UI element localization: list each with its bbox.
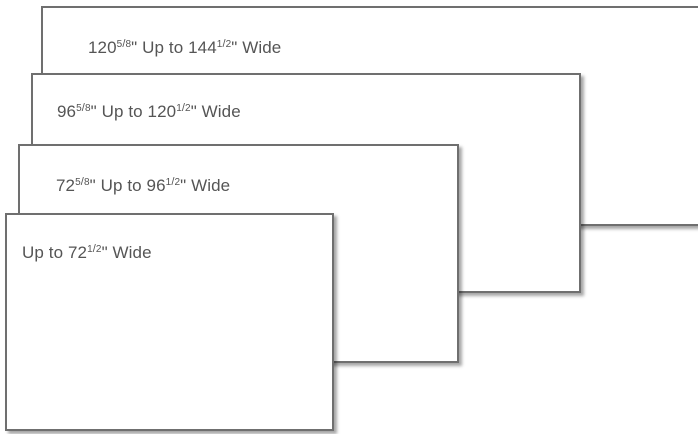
max-whole: 144 bbox=[188, 38, 217, 57]
max-whole: 96 bbox=[146, 176, 166, 195]
max-denominator: 2 bbox=[225, 39, 232, 50]
min-whole: 120 bbox=[88, 38, 117, 57]
suffix-text: " Wide bbox=[101, 243, 152, 262]
connector-text: " Up to bbox=[89, 176, 147, 195]
suffix-text: " Wide bbox=[231, 38, 282, 57]
connector-text: " Up to bbox=[131, 38, 189, 57]
min-denominator: 8 bbox=[84, 103, 91, 114]
connector-text: " Up to bbox=[90, 102, 148, 121]
min-numerator: 5 bbox=[116, 39, 123, 50]
min-whole: 96 bbox=[57, 102, 77, 121]
size-panel-label: $72^{5/8}$" Up to $96^{1/2}$" Wide bbox=[56, 176, 231, 195]
max-numerator: 1 bbox=[216, 39, 223, 50]
max-denominator: 2 bbox=[95, 244, 102, 255]
size-panel-label: $96^{5/8}$" Up to $120^{1/2}$" Wide bbox=[57, 102, 241, 121]
min-whole: 72 bbox=[56, 176, 76, 195]
max-denominator: 2 bbox=[185, 103, 191, 114]
size-panel-label: $120^{5/8}$" Up to $144^{1/2}$" Wide bbox=[88, 38, 282, 57]
min-numerator: 5 bbox=[75, 177, 81, 188]
max-whole: 120 bbox=[147, 102, 177, 121]
size-panel-label: Up to $72^{1/2}$" Wide bbox=[22, 243, 152, 262]
max-numerator: 1 bbox=[176, 103, 182, 114]
max-whole: 72 bbox=[67, 243, 88, 262]
min-denominator: 8 bbox=[125, 39, 132, 50]
max-denominator: 2 bbox=[174, 177, 181, 188]
suffix-text: " Wide bbox=[190, 102, 241, 121]
size-panel-up-to-72 bbox=[5, 213, 334, 431]
max-numerator: 1 bbox=[87, 244, 93, 255]
min-denominator: 8 bbox=[83, 177, 90, 188]
min-numerator: 5 bbox=[76, 103, 82, 114]
max-numerator: 1 bbox=[165, 177, 172, 188]
suffix-text: " Wide bbox=[180, 176, 231, 195]
prefix-text: Up to bbox=[22, 243, 68, 262]
